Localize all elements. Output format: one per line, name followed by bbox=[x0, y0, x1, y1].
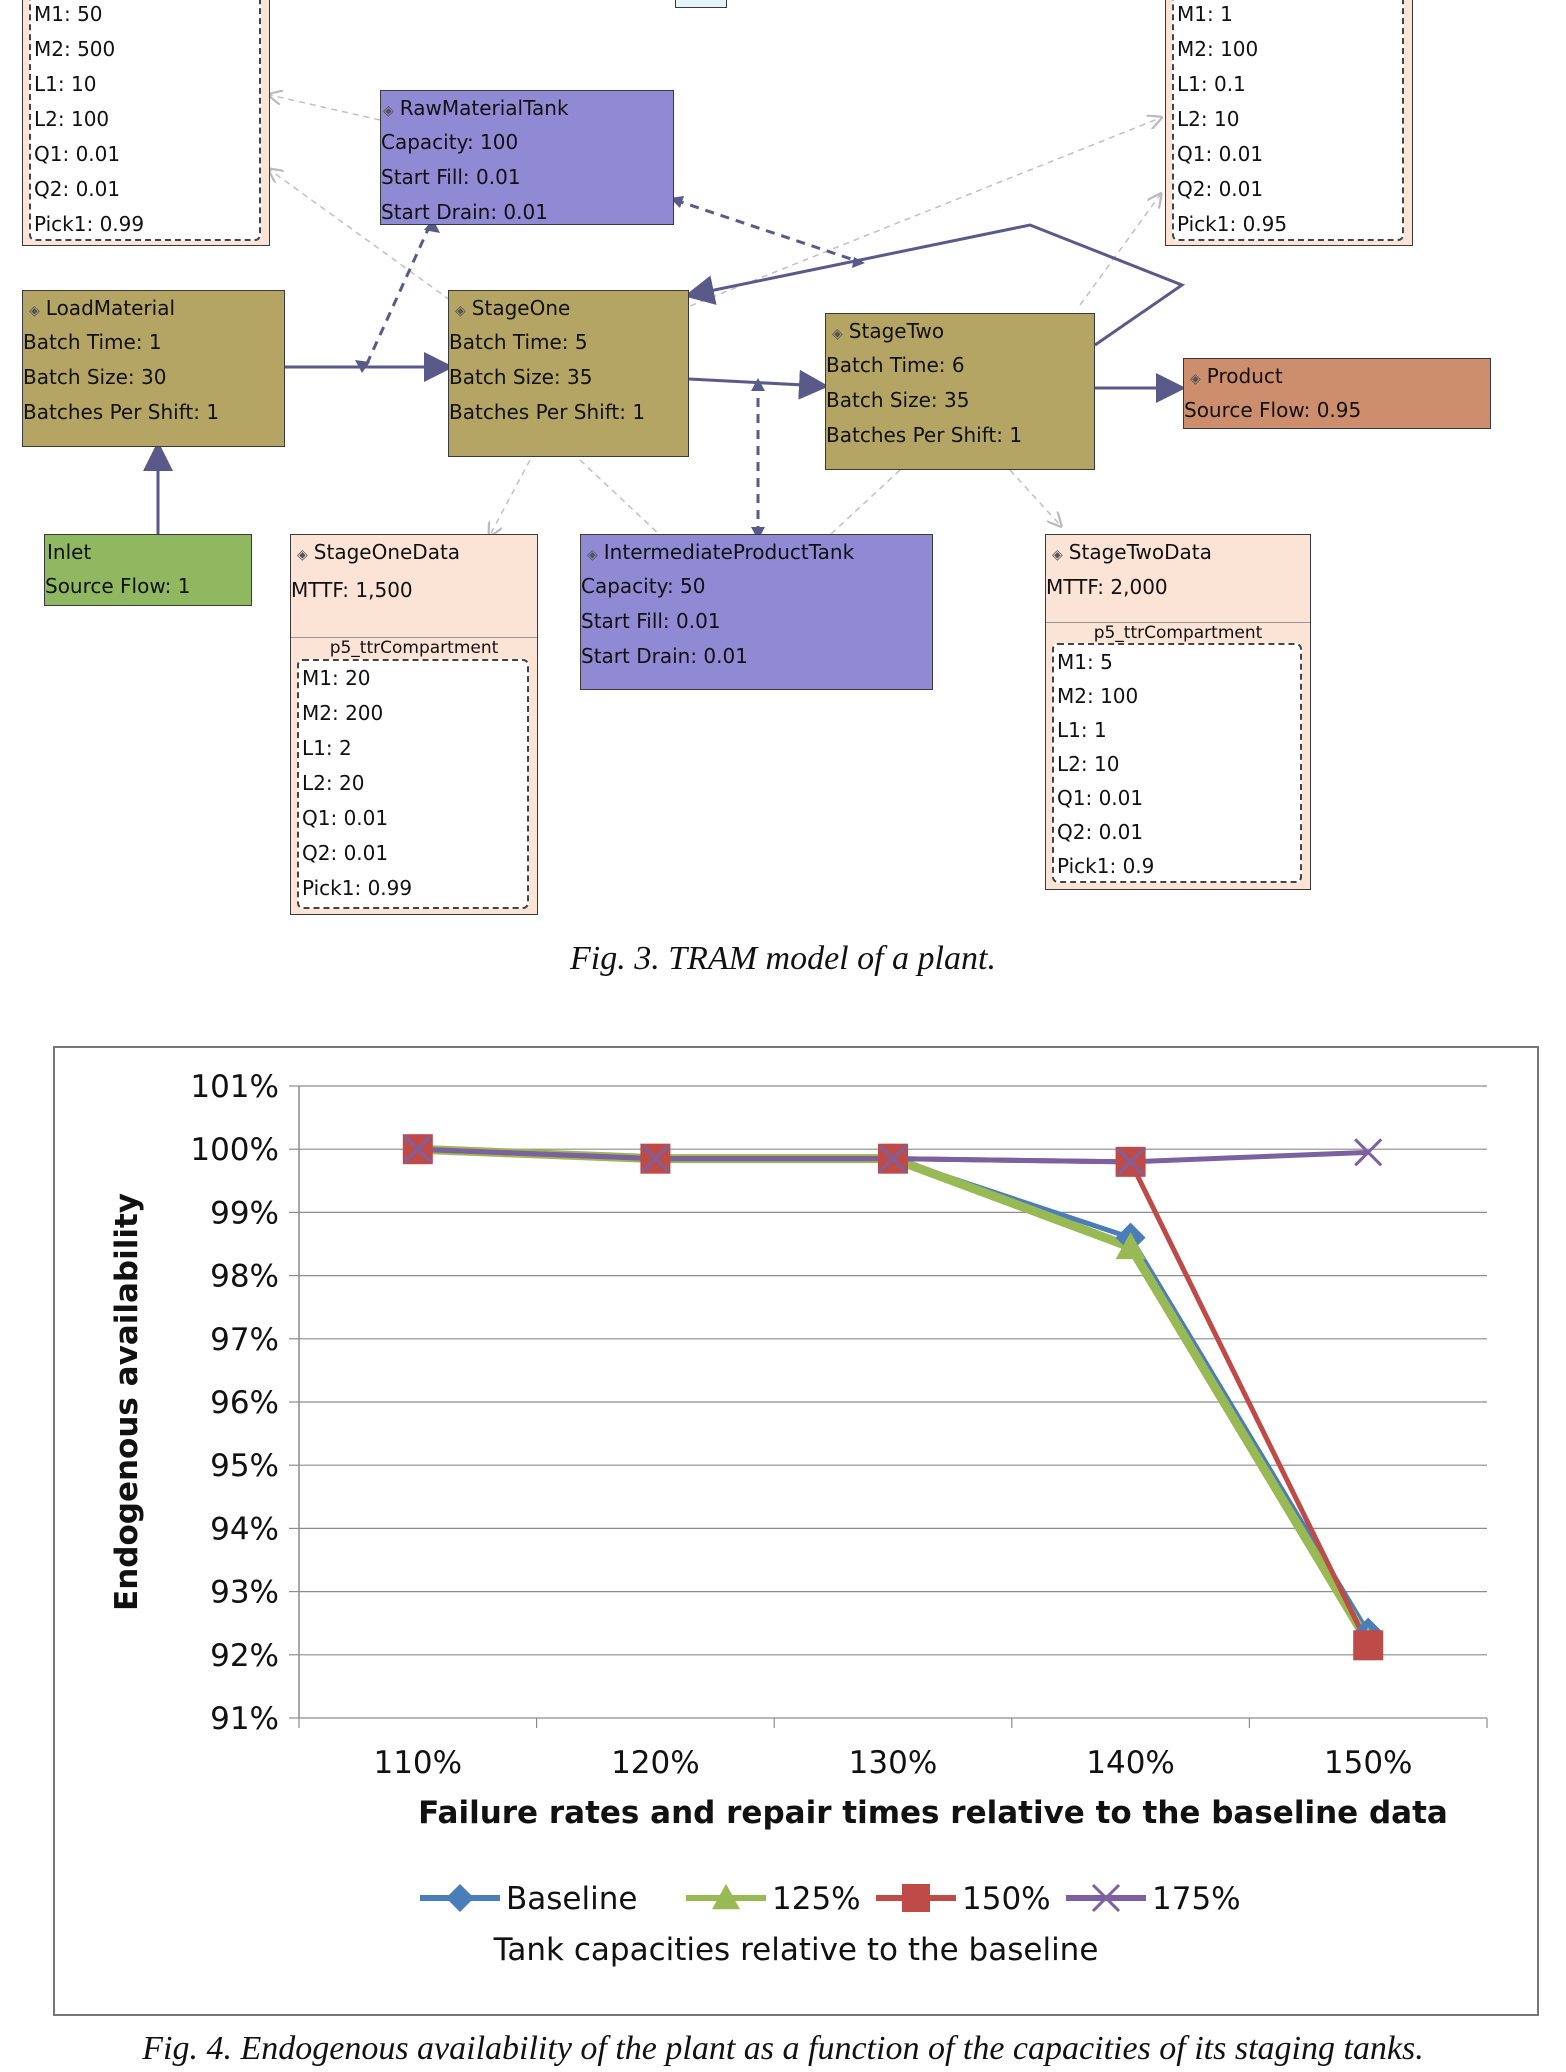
comp-row: Pick1: 0.9 bbox=[1057, 854, 1155, 878]
node-row: Source Flow: 1 bbox=[45, 574, 191, 598]
x-tick-label: 140% bbox=[1086, 1745, 1175, 1781]
node-row: Capacity: 50 bbox=[581, 574, 706, 598]
compartment-title: p5_ttrCompartment bbox=[1046, 622, 1310, 643]
node-row: Start Fill: 0.01 bbox=[581, 609, 721, 633]
x-tick-label: 150% bbox=[1323, 1745, 1413, 1781]
node-row: Batches Per Shift: 1 bbox=[449, 400, 646, 424]
top-right-data-node bbox=[1165, 0, 1413, 246]
node-row: Batch Time: 6 bbox=[826, 353, 965, 377]
element-icon: ◈ bbox=[455, 303, 466, 319]
comp-row: Pick1: 0.99 bbox=[34, 212, 145, 236]
comp-row: Pick1: 0.99 bbox=[302, 876, 413, 900]
comp-row: Q1: 0.01 bbox=[302, 806, 389, 830]
comp-row: M1: 5 bbox=[1057, 650, 1113, 674]
legend-label: 150% bbox=[962, 1881, 1051, 1917]
comp-row: L1: 1 bbox=[1057, 718, 1107, 742]
legend-title: Tank capacities relative to the baseline bbox=[493, 1932, 1099, 1968]
y-tick-label: 96% bbox=[210, 1385, 279, 1421]
comp-row: M2: 200 bbox=[302, 701, 384, 725]
legend-marker bbox=[446, 1884, 474, 1912]
mttf-value: MTTF: 1,500 bbox=[291, 578, 413, 602]
node-row: Batch Size: 35 bbox=[826, 388, 970, 412]
availability-chart-frame bbox=[53, 1046, 1539, 2016]
x-tick-label: 120% bbox=[611, 1745, 700, 1781]
node-title: IntermediateProductTank bbox=[603, 540, 855, 564]
comp-row: M2: 500 bbox=[34, 37, 116, 61]
node-title: StageOne bbox=[471, 296, 571, 320]
comp-row: L2: 10 bbox=[1057, 752, 1120, 776]
comp-row: Pick1: 0.95 bbox=[1177, 212, 1288, 236]
compartment-title: p5_ttrCompartment bbox=[291, 637, 537, 658]
legend-label: 125% bbox=[772, 1881, 861, 1917]
product-node[interactable] bbox=[1183, 358, 1491, 429]
comp-row: Q1: 0.01 bbox=[1177, 142, 1264, 166]
node-title: Product bbox=[1206, 364, 1283, 388]
node-row: Batch Size: 35 bbox=[449, 365, 593, 389]
element-icon: ◈ bbox=[1190, 371, 1201, 387]
stage-one-node[interactable] bbox=[448, 290, 689, 457]
intermediate-product-tank-node[interactable] bbox=[580, 534, 933, 690]
element-icon: ◈ bbox=[832, 326, 843, 342]
figure-4-caption: Fig. 4. Endogenous availability of the plant as a function of the capacities of its staging tanks. bbox=[142, 2030, 1424, 2067]
node-row: Start Fill: 0.01 bbox=[381, 165, 521, 189]
comp-row: Q1: 0.01 bbox=[1057, 786, 1144, 810]
node-title: StageTwoData bbox=[1068, 540, 1212, 564]
comp-row: L1: 2 bbox=[302, 736, 352, 760]
y-tick-label: 91% bbox=[210, 1701, 279, 1737]
comp-row: M1: 20 bbox=[302, 666, 371, 690]
node-title: LoadMaterial bbox=[45, 296, 176, 320]
comp-row: L2: 100 bbox=[34, 107, 110, 131]
figure-3-caption: Fig. 3. TRAM model of a plant. bbox=[570, 940, 996, 977]
y-tick-label: 95% bbox=[210, 1448, 279, 1485]
y-tick-label: 94% bbox=[210, 1511, 279, 1548]
comp-row: Q2: 0.01 bbox=[34, 177, 121, 201]
x-tick-label: 130% bbox=[848, 1745, 938, 1781]
x-axis-title: Failure rates and repair times relative to the baseline data bbox=[418, 1795, 1448, 1831]
x-tick-label: 110% bbox=[373, 1745, 463, 1781]
comp-row: M1: 50 bbox=[34, 2, 103, 26]
inlet-node[interactable] bbox=[44, 534, 252, 606]
node-title: RawMaterialTank bbox=[399, 96, 569, 120]
node-row: Batch Time: 1 bbox=[23, 330, 162, 354]
comp-row: Q1: 0.01 bbox=[34, 142, 121, 166]
element-icon: ◈ bbox=[383, 103, 394, 119]
mttf-value: MTTF: 2,000 bbox=[1046, 575, 1168, 599]
element-icon: ◈ bbox=[1052, 547, 1063, 563]
top-right-compartment bbox=[1172, 0, 1404, 241]
comp-row: M2: 100 bbox=[1057, 684, 1139, 708]
comp-row: L1: 10 bbox=[34, 72, 97, 96]
legend-marker bbox=[902, 1884, 930, 1912]
legend-label: Baseline bbox=[506, 1881, 638, 1917]
y-tick-label: 97% bbox=[210, 1321, 279, 1358]
comp-row: L2: 20 bbox=[302, 771, 365, 795]
ttr-compartment bbox=[1052, 643, 1302, 883]
top-center-box bbox=[675, 0, 727, 8]
top-left-data-node bbox=[22, 0, 270, 246]
element-icon: ◈ bbox=[587, 547, 598, 563]
data-point bbox=[1353, 1630, 1383, 1660]
comp-row: M1: 1 bbox=[1177, 2, 1233, 26]
y-tick-label: 92% bbox=[210, 1637, 279, 1674]
legend-label: 175% bbox=[1152, 1881, 1241, 1917]
comp-row: Q2: 0.01 bbox=[302, 841, 389, 865]
comp-row: L2: 10 bbox=[1177, 107, 1240, 131]
comp-row: L1: 0.1 bbox=[1177, 72, 1246, 96]
element-icon: ◈ bbox=[297, 547, 308, 563]
node-row: Batches Per Shift: 1 bbox=[23, 400, 220, 424]
availability-chart bbox=[55, 1048, 1537, 2014]
node-title: Inlet bbox=[47, 540, 92, 564]
node-row: Source Flow: 0.95 bbox=[1184, 398, 1362, 422]
y-tick-label: 93% bbox=[210, 1574, 279, 1611]
load-material-node[interactable] bbox=[22, 290, 285, 447]
series-line bbox=[418, 1149, 1368, 1632]
comp-row: M2: 100 bbox=[1177, 37, 1259, 61]
node-row: Batch Size: 30 bbox=[23, 365, 167, 389]
node-row: Start Drain: 0.01 bbox=[581, 644, 748, 668]
y-tick-label: 101% bbox=[190, 1069, 279, 1105]
stage-two-data-node[interactable] bbox=[1045, 534, 1311, 890]
node-title: StageTwo bbox=[848, 319, 945, 343]
node-row: Capacity: 100 bbox=[381, 130, 519, 154]
tram-diagram bbox=[0, 0, 1566, 930]
node-title: StageOneData bbox=[313, 540, 461, 564]
top-left-compartment bbox=[29, 0, 261, 241]
stage-two-node[interactable] bbox=[825, 313, 1095, 470]
stage-one-data-node[interactable] bbox=[290, 534, 538, 915]
comp-row: Q2: 0.01 bbox=[1177, 177, 1264, 201]
y-tick-label: 98% bbox=[210, 1258, 279, 1295]
y-tick-label: 99% bbox=[210, 1195, 279, 1232]
node-row: Start Drain: 0.01 bbox=[381, 200, 548, 224]
node-row: Batches Per Shift: 1 bbox=[826, 423, 1023, 447]
comp-row: Q2: 0.01 bbox=[1057, 820, 1144, 844]
y-axis-title: Endogenous availability bbox=[109, 1193, 145, 1611]
ttr-compartment bbox=[297, 659, 529, 909]
y-tick-label: 100% bbox=[190, 1132, 279, 1169]
element-icon: ◈ bbox=[29, 303, 40, 319]
node-row: Batch Time: 5 bbox=[449, 330, 588, 354]
raw-material-tank-node[interactable] bbox=[380, 90, 674, 225]
